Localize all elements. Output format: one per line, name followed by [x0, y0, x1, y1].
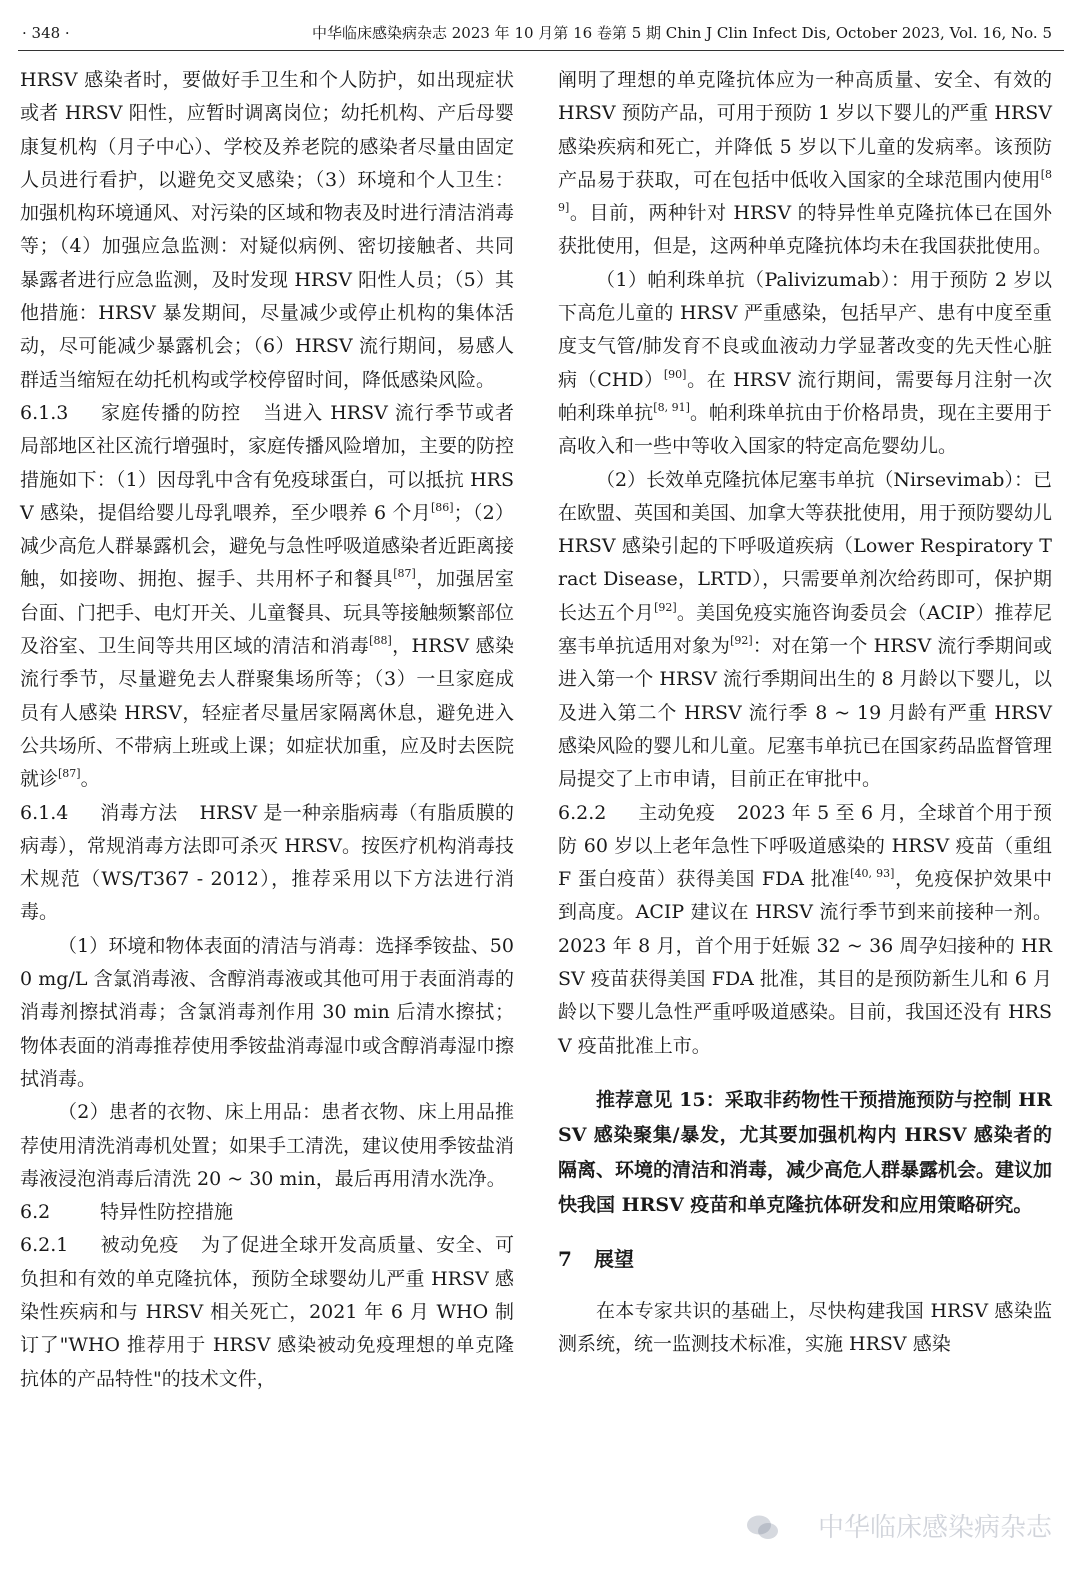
paragraph-clothing-disinfection: （2）患者的衣物、床上用品：患者衣物、床上用品推荐使用清洗消毒机处置；如果手工清洗，建议使用季铵盐消毒液浸泡消毒后清洗 20 ~ 30 min，最后再用清水洗净。 [20, 1101, 515, 1190]
section-title: 家庭传播的防控 [100, 401, 242, 424]
section-text: 。 [80, 768, 100, 791]
citation: [92] [654, 600, 677, 614]
paragraph-text: （2）长效单克隆抗体尼塞韦单抗（Nirsevimab）：已在欧盟、英国和美国、加拿大等获批使用，用于预防婴幼儿 HRSV 感染引起的下呼吸道疾病（Lower Respiratory Tract Disease，LRTD），只需要单剂次给药即可，保护期长达五个月 [558, 468, 1053, 624]
section-6-2 [20, 1196, 514, 1229]
section-text: 当进入 HRSV 流行季节或者局部地区社区流行增强时，家庭传播风险增加，主要的防控措施如下：（1）因母乳中含有免疫球蛋白，可以抵抗 HRSV 感染，提倡给婴儿母乳喂养，至少喂养 6 个月 [20, 401, 515, 524]
watermark-text: 中华临床感染病杂志 [817, 1513, 1052, 1543]
section-7-heading [558, 1239, 1052, 1279]
section-6-2-1 [20, 1229, 514, 1395]
section-number: 6.2.2 [558, 801, 607, 824]
wechat-logo-icon [746, 1514, 780, 1542]
section-6-2-2 [558, 797, 1052, 1063]
paragraph-antibody-overview [558, 64, 1052, 264]
paragraph-text: 阐明了理想的单克隆抗体应为一种高质量、安全、有效的 HRSV 预防产品，可用于预防 1 岁以下婴儿的严重 HRSV 感染疾病和死亡，并降低 5 岁以下儿童的发病率。该预防产品易于获取，可在包括中低收入国家的全球范围内使用 [558, 69, 1052, 191]
section-number: 7 [558, 1246, 572, 1271]
citation: [88] [369, 634, 392, 648]
citation: [86] [430, 500, 454, 514]
journal-citation: 中华临床感染病杂志 2023 年 10 月第 16 卷第 5 期 Chin J Clin Infect Dis, October 2023, Vol. 16, No. 5 [311, 24, 1052, 42]
section-text: ；（2）减少高危人群暴露机会，避免与急性呼吸道感染者近距离接触，如接吻、拥抱、握手、共用杯子和餐具 [20, 501, 515, 591]
section-6-1-4 [20, 797, 514, 930]
header-rule [18, 50, 1064, 51]
citation: [40, 93] [850, 867, 895, 881]
recommendation-15: 推荐意见 15：采取非药物性干预措施预防与控制 HRSV 感染聚集/暴发，尤其要加强机构内 HRSV 感染者的隔离、环境的清洁和消毒，减少高危人群暴露机会。建议加快我国 HRSV 疫苗和单克隆抗体研发和应用策略研究。 [558, 1088, 1053, 1216]
section-6-1-3 [20, 397, 514, 797]
section-number: 6.1.3 [20, 401, 69, 424]
page-number: · 348 · [22, 24, 70, 42]
section-title: 特异性防控措施 [100, 1201, 234, 1224]
paragraph-text: ：对在第一个 HRSV 流行季期间或进入第一个 HRSV 流行季期间出生的 8 月龄以下婴儿，以及进入第二个 HRSV 流行季 8 ~ 19 月龄有严重 HRSV 感染风险的婴儿和儿童。尼塞韦单抗已在国家药品监督管理局提交了上市申请，目前正在审批中。 [558, 635, 1053, 791]
page-header [0, 0, 1080, 64]
section-text: ，加强居室台面、门把手、电灯开关、儿童餐具、玩具等接触频繁部位及浴室、卫生间等共用区域的清洁和消毒 [20, 568, 515, 658]
paragraph-text: 。在 HRSV 流行期间，需要每月注射一次帕利珠单抗 [558, 368, 1052, 424]
paragraph-outlook: 在本专家共识的基础上，尽快构建我国 HRSV 感染监测系统，统一监测技术标准，实施 HRSV 感染 [558, 1299, 1052, 1356]
section-number: 6.2.1 [20, 1234, 69, 1257]
paragraph-text: 。目前，两种针对 HRSV 的特异性单克隆抗体已在国外获批使用，但是，这两种单克隆抗体均未在我国获批使用。 [558, 202, 1053, 258]
paragraph-nirsevimab [558, 464, 1052, 797]
paragraph-environment-disinfection: （1）环境和物体表面的清洁与消毒：选择季铵盐、500 mg/L 含氯消毒液、含醇消毒液或其他可用于表面消毒的消毒剂擦拭消毒；含氯消毒剂作用 30 min 后清水擦拭；物体表面的消毒推荐使用季铵盐消毒湿巾或含醇消毒湿巾擦拭消毒。 [20, 934, 515, 1090]
section-title: 展望 [594, 1246, 634, 1271]
section-text: HRSV 是一种亲脂病毒（有脂质膜的病毒），常规消毒方法即可杀灭 HRSV。按医疗机构消毒技术规范（WS/T367 - 2012），推荐采用以下方法进行消毒。 [20, 801, 514, 924]
right-column [558, 64, 1052, 1362]
citation: [89] [558, 167, 1052, 215]
spacer [558, 1279, 1052, 1295]
citation: [90] [663, 367, 687, 381]
citation: [92] [730, 634, 753, 648]
section-title: 被动免疫 [100, 1234, 179, 1257]
section-title: 消毒方法 [100, 801, 178, 824]
section-number: 6.1.4 [20, 801, 69, 824]
section-title: 主动免疫 [638, 801, 716, 824]
section-text: ，HRSV 感染流行季节，尽量避免去人群聚集场所等；（3）一旦家庭成员有人感染 HRSV，轻症者尽量居家隔离休息，避免进入公共场所、不带病上班或上课；如症状加重，应及时去医院就诊 [20, 635, 515, 791]
paragraph-palivizumab [558, 264, 1052, 464]
section-number: 6.2 [20, 1201, 51, 1224]
citation: [8, 91] [653, 400, 690, 414]
left-column [20, 64, 514, 1396]
citation: [87] [58, 767, 81, 781]
paragraph-text: 。帕利珠单抗由于价格昂贵，现在主要用于高收入和一些中等收入国家的特定高危婴幼儿。 [558, 401, 1052, 458]
citation: [87] [393, 567, 416, 581]
paragraph-text: 。美国免疫实施咨询委员会（ACIP）推荐尼塞韦单抗适用对象为 [558, 601, 1052, 658]
section-text: ，免疫保护效果中到高度。ACIP 建议在 HRSV 流行季节到来前接种一剂。2023 年 8 月，首个用于妊娠 32 ~ 36 周孕妇接种的 HRSV 疫苗获得美国 FDA 批准，其目的是预防新生儿和 6 月龄以下婴儿急性严重呼吸道感染。目前，我国还没有 HRSV 疫苗批准上市。 [558, 868, 1052, 1057]
section-text: 2023 年 5 至 6 月，全球首个用于预防 60 岁以上老年急性下呼吸道感染的 HRSV 疫苗（重组 F 蛋白疫苗）获得美国 FDA 批准 [558, 801, 1052, 891]
section-text: 为了促进全球开发高质量、安全、可负担和有效的单克隆抗体，预防全球婴幼儿严重 HRSV 感染性疾病和与 HRSV 相关死亡，2021 年 6 月 WHO 制订了"WHO 推荐用于 HRSV 感染被动免疫理想的单克隆抗体的产品特性"的技术文件， [20, 1234, 514, 1390]
paragraph-text: （1）帕利珠单抗（Palivizumab）：用于预防 2 岁以下高危儿童的 HRSV 严重感染，包括早产、患有中度至重度支气管/肺发育不良或血液动力学显著改变的先天性心脏病（CHD） [558, 268, 1052, 391]
paragraph-institution-measures: HRSV 感染者时，要做好手卫生和个人防护，如出现症状或者 HRSV 阳性，应暂时调离岗位；幼托机构、产后母婴康复机构（月子中心）、学校及养老院的感染者尽量由固定人员进行看护，以避免交叉感染；（3）环境和个人卫生：加强机构环境通风、对污染的区域和物表及时进行清洁消毒等；（4）加强应急监测：对疑似病例、密切接触者、共同暴露者进行应急监测，及时发现 HRSV 阳性人员；（5）其他措施：HRSV 暴发期间，尽量减少或停止机构的集体活动，尽可能减少暴露机会；（6）HRSV 流行期间，易感人群适当缩短在幼托机构或学校停留时间，降低感染风险。 [20, 69, 515, 391]
